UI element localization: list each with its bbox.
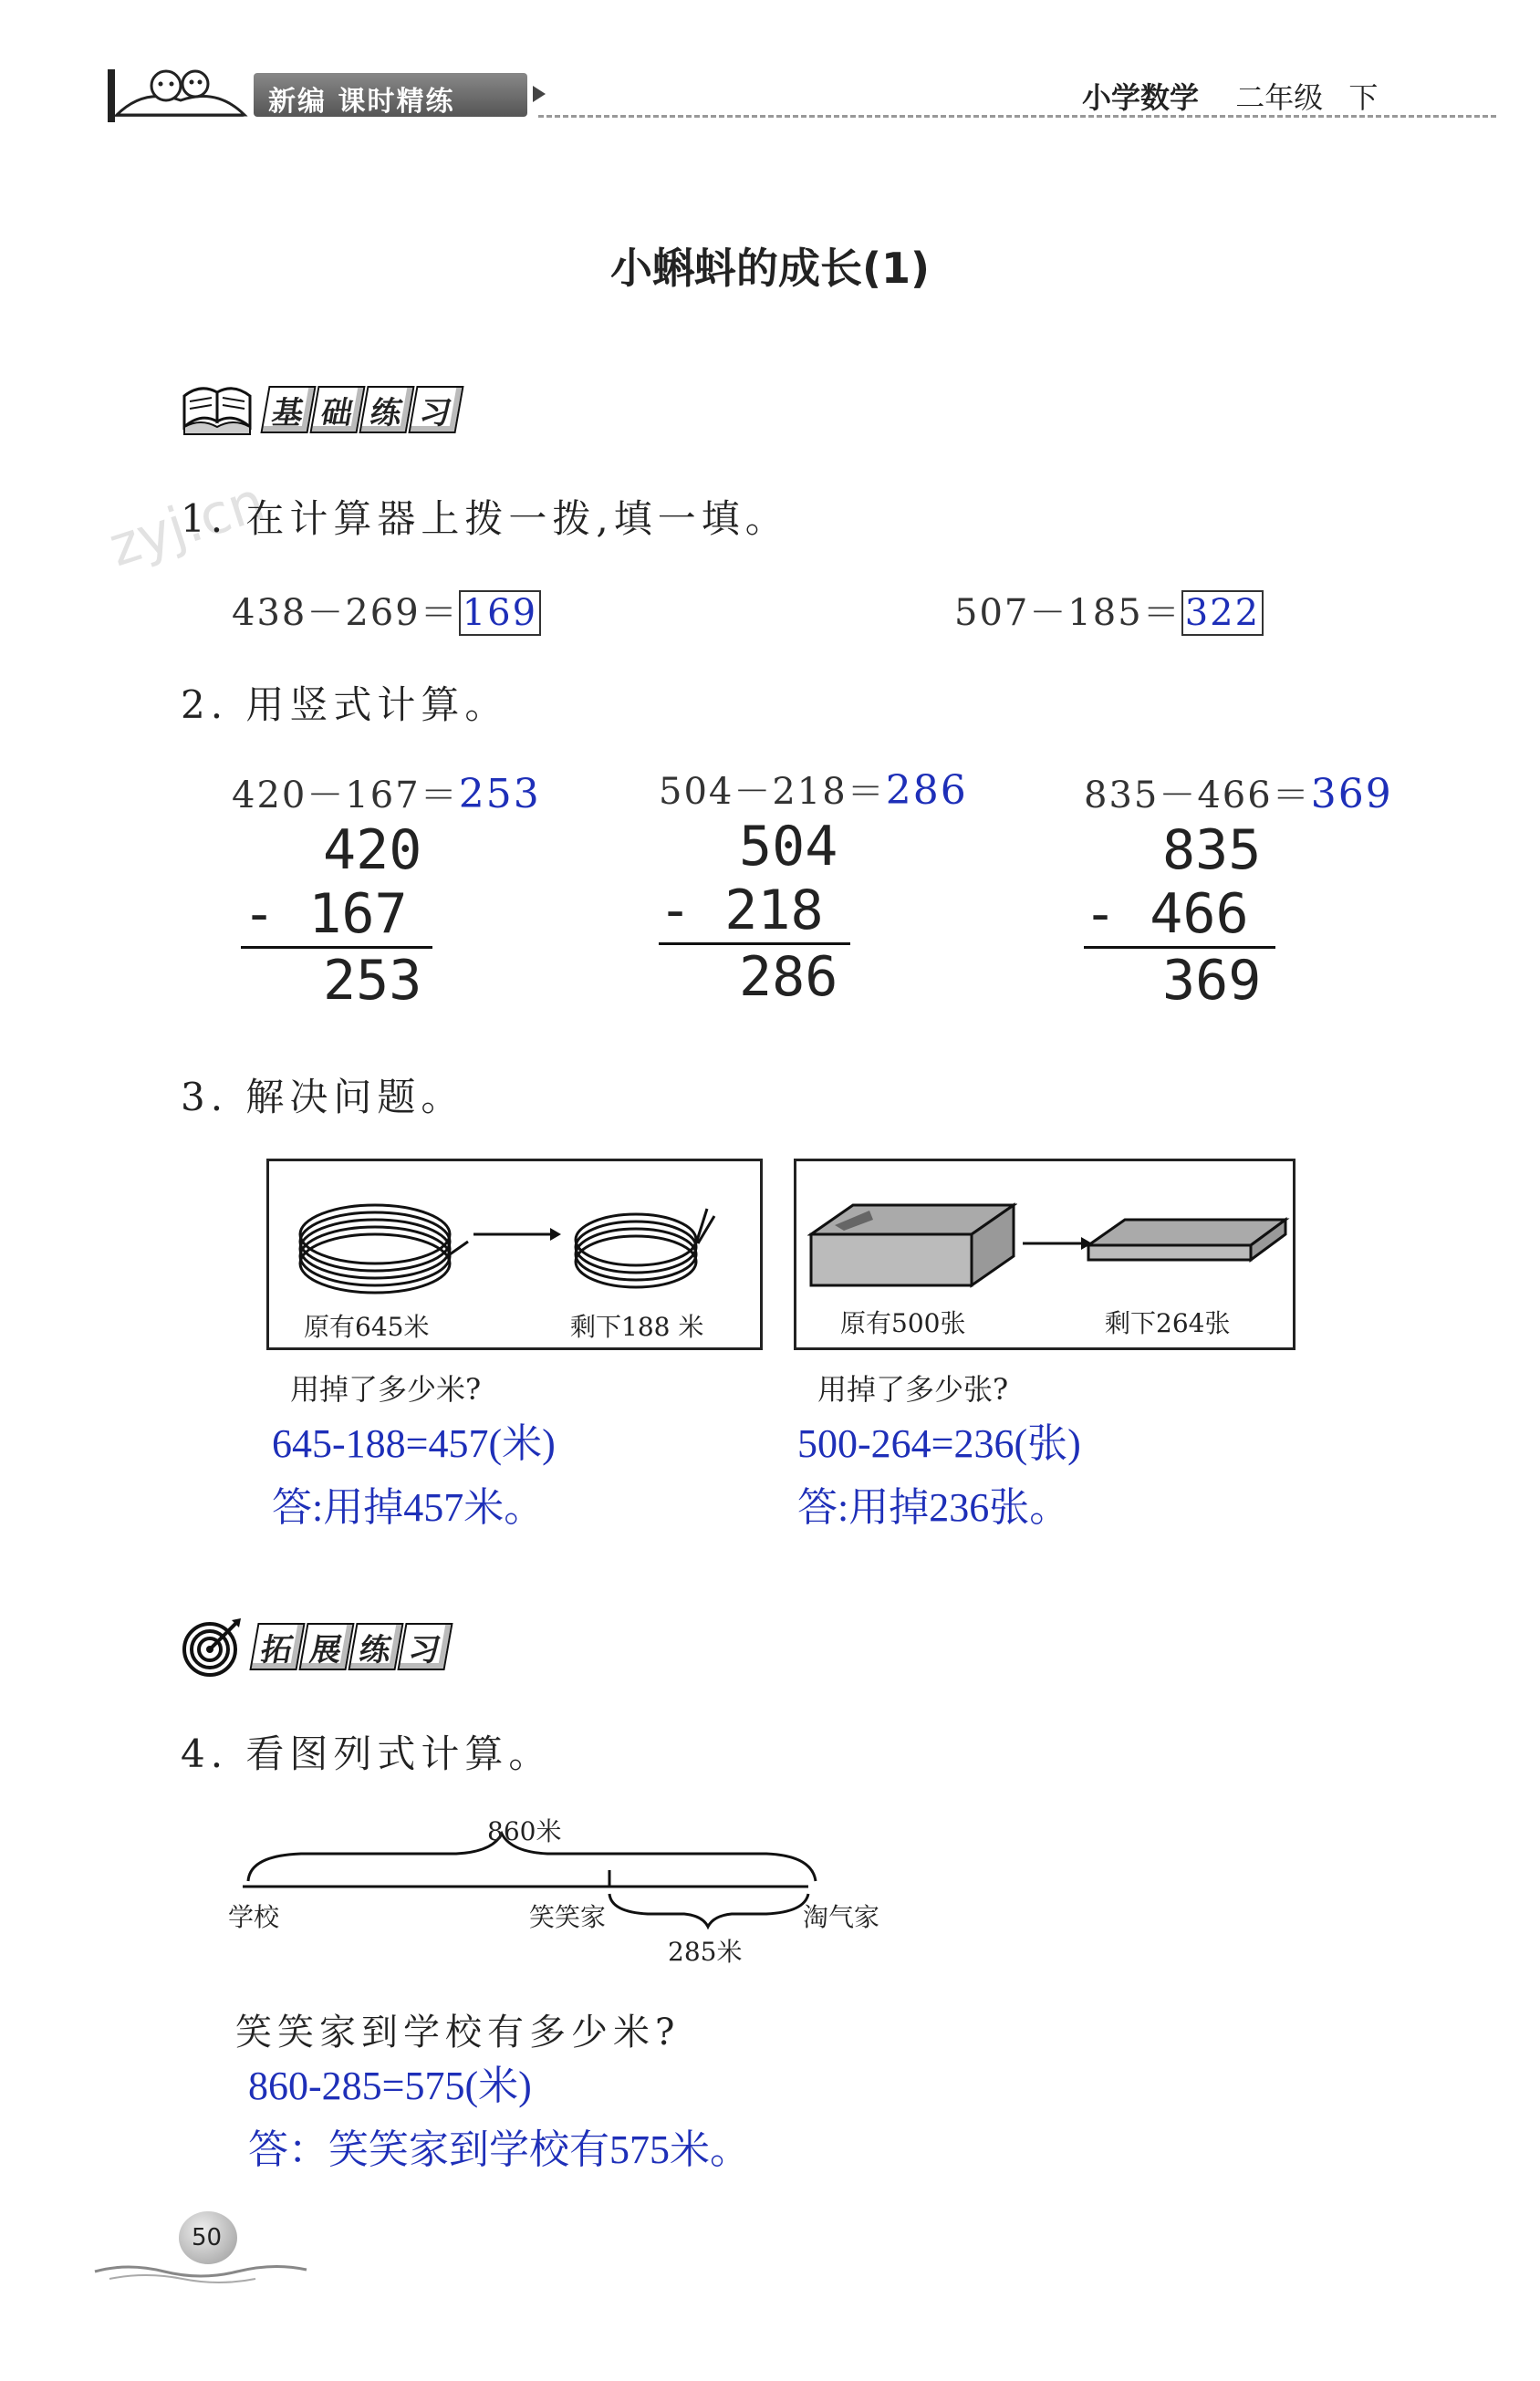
page-number: 50 [192, 2224, 223, 2251]
q2-answer[interactable]: 369 [1310, 771, 1393, 817]
q2-problem [1084, 766, 1412, 1013]
term-label: 下 [1348, 80, 1379, 115]
q1-expr: 507－185＝ [954, 592, 1181, 634]
section-basic-label [181, 381, 462, 438]
q2-problem [232, 766, 542, 1013]
section-extended-char: 拓 [249, 1623, 305, 1670]
series-title-bar [254, 73, 527, 117]
q1-prompt: 1. 在计算器上拨一拨,填一填。 [181, 496, 789, 541]
q3-question: 用掉了多少米? [290, 1372, 482, 1407]
q4-calc[interactable]: 860-285=575(米) [248, 2064, 532, 2108]
vertical-top: 835 [1162, 818, 1262, 882]
vertical-top: 420 [323, 818, 422, 882]
target-icon [181, 1617, 245, 1677]
part-distance-label: 285米 [668, 1937, 743, 1967]
section-extended-char: 展 [298, 1623, 354, 1670]
paper-stack-icon [807, 1198, 1017, 1298]
q1-answer-box[interactable]: 169 [459, 590, 541, 636]
q3-calc[interactable]: 500-264=236(张) [797, 1421, 1081, 1466]
paper-remaining-label: 剩下264张 [1105, 1308, 1231, 1338]
arrow-right-icon [533, 86, 546, 102]
section-extended-label [181, 1617, 451, 1677]
wire-original-label: 原有645米 [304, 1312, 430, 1342]
q3-answer[interactable]: 答:用掉457米。 [272, 1485, 545, 1530]
wire-problem-box [266, 1159, 763, 1350]
q2-expr: 504－218＝ [659, 771, 886, 813]
header-banner [108, 60, 527, 126]
q3-question: 用掉了多少张? [817, 1372, 1009, 1407]
open-book-icon [181, 381, 255, 438]
header-subject [1082, 75, 1378, 117]
section-basic-char: 练 [359, 386, 414, 433]
watermark: zyj.cn [101, 469, 273, 580]
q4-prompt: 4. 看图列式计算。 [181, 1731, 553, 1776]
vertical-top: 504 [739, 815, 838, 879]
distance-diagram [219, 1806, 912, 1970]
vertical-subtrahend: - 167 [243, 882, 408, 946]
distance-diagram-lines [219, 1806, 912, 1970]
total-distance-label: 860米 [487, 1816, 562, 1846]
wire-remaining-label: 剩下188 米 [570, 1312, 704, 1342]
wire-coil-icon [291, 1181, 473, 1309]
paper-original-label: 原有500张 [840, 1308, 966, 1338]
q2-problem [659, 763, 969, 1009]
q2-expr: 835－466＝ [1084, 775, 1311, 816]
vertical-result: 253 [323, 949, 422, 1013]
q4-answer[interactable]: 答：笑笑家到学校有575米。 [248, 2127, 750, 2172]
section-basic-char: 础 [309, 386, 365, 433]
wire-coil-small-icon [561, 1189, 744, 1307]
vertical-subtrahend: - 218 [659, 879, 824, 942]
vertical-subtrahend: - 466 [1084, 882, 1249, 946]
book-mascot-icon [108, 60, 263, 126]
wave-decoration [91, 2257, 310, 2284]
q4-question: 笑笑家到学校有多少米? [235, 2012, 681, 2053]
grade-label: 二年级 [1235, 80, 1324, 115]
taoqi-home-label: 淘气家 [803, 1902, 880, 1932]
paper-thin-stack-icon [1085, 1212, 1295, 1276]
paper-problem-box [794, 1159, 1295, 1350]
header-divider [538, 115, 1496, 118]
vertical-result: 286 [739, 945, 838, 1009]
q1-item [232, 584, 541, 636]
section-basic-char: 习 [408, 386, 463, 433]
q1-answer-box[interactable]: 322 [1181, 590, 1264, 636]
xiaoxiao-home-label: 笑笑家 [529, 1902, 607, 1932]
section-basic-char: 基 [260, 386, 316, 433]
q3-calc[interactable]: 645-188=457(米) [272, 1421, 556, 1466]
q2-expr: 420－167＝ [232, 775, 459, 816]
q2-prompt: 2. 用竖式计算。 [181, 682, 509, 727]
section-extended-char: 练 [348, 1623, 403, 1670]
q1-item [954, 584, 1264, 636]
arrow-icon [1021, 1234, 1094, 1253]
series-title: 新编 课时精练 [268, 86, 455, 118]
subject-label: 小学数学 [1082, 80, 1200, 115]
q2-answer[interactable]: 253 [458, 771, 541, 817]
school-label: 学校 [228, 1902, 280, 1932]
lesson-title: 小蝌蚪的成长(1) [609, 244, 931, 293]
q1-expr: 438－269＝ [232, 592, 459, 634]
q2-answer[interactable]: 286 [885, 767, 968, 814]
section-extended-char: 习 [397, 1623, 453, 1670]
arrow-icon [472, 1225, 563, 1243]
vertical-result: 369 [1162, 949, 1262, 1013]
q3-prompt: 3. 解决问题。 [181, 1075, 465, 1119]
q3-answer[interactable]: 答:用掉236张。 [797, 1485, 1070, 1530]
